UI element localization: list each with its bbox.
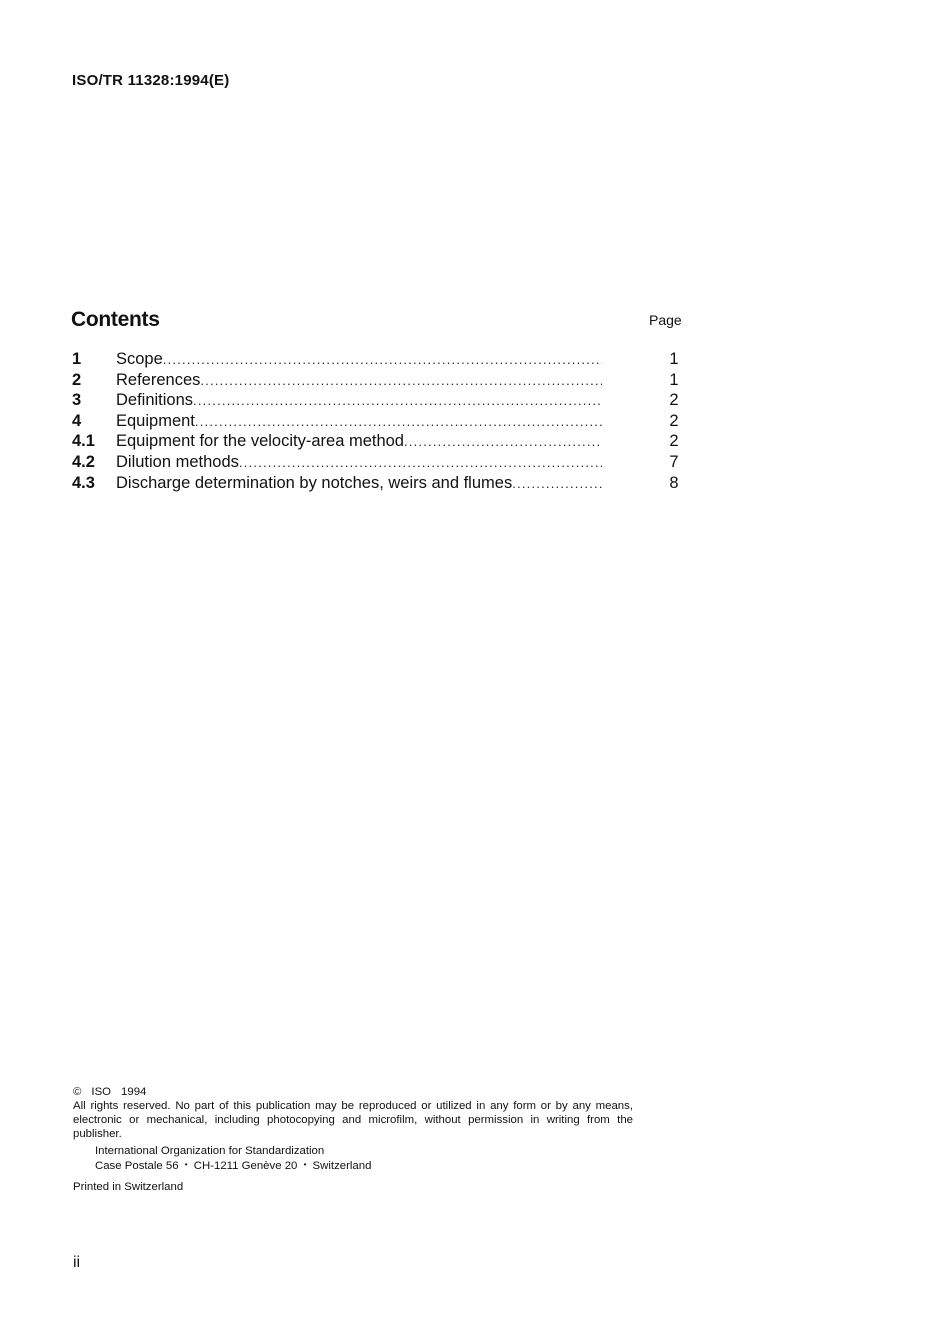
toc-entry-title: Scope [116, 350, 163, 368]
dot-leader [193, 391, 602, 412]
bullet-separator: • [184, 1160, 188, 1169]
address-country: Switzerland [312, 1160, 372, 1172]
table-of-contents [72, 349, 692, 493]
toc-entry[interactable] [72, 431, 692, 452]
toc-entry-page: 2 [669, 432, 679, 451]
toc-entry-number: 3 [72, 391, 82, 410]
toc-entry-page: 2 [669, 411, 679, 430]
dot-leader [239, 453, 602, 474]
address-city: CH-1211 Genève 20 [193, 1160, 298, 1172]
copyright-notice [73, 1085, 633, 1194]
toc-entry-title: Dilution methods [116, 452, 239, 471]
document-id: ISO/TR 11328:1994(E) [72, 72, 230, 89]
toc-entry-number: 4.1 [72, 432, 95, 451]
toc-entry-number: 4.2 [72, 452, 95, 471]
toc-entry-number: 1 [72, 350, 82, 368]
toc-entry-page: 7 [669, 452, 679, 471]
toc-entry-title: Discharge determination by notches, weirs and flumes [116, 473, 513, 492]
toc-entry-title: References [116, 370, 201, 389]
dot-leader [163, 350, 602, 371]
toc-entry-page: 2 [669, 391, 679, 410]
toc-entry-number: 4.3 [72, 473, 95, 492]
toc-entry-title: Definitions [116, 391, 194, 410]
copyright-year: 1994 [121, 1086, 147, 1098]
rights-statement: All rights reserved. No part of this publication may be reproduced or utilized in any form or by any means, electronic or mechanical, including photocopying and microfilm, without permission in writing from the publisher. [73, 1100, 633, 1140]
dot-leader [200, 371, 602, 392]
toc-entry[interactable] [72, 473, 692, 494]
toc-entry-page: 1 [669, 370, 679, 389]
toc-entry[interactable] [72, 411, 692, 432]
toc-entry-page: 1 [669, 350, 679, 368]
toc-entry-title: Equipment [116, 411, 195, 430]
toc-entry[interactable] [72, 452, 692, 473]
page-number: ii [73, 1254, 81, 1271]
toc-entry[interactable] [72, 370, 692, 391]
toc-entry-page: 8 [669, 473, 679, 492]
copyright-org: ISO [91, 1086, 112, 1098]
address-postbox: Case Postale 56 [95, 1160, 179, 1172]
contents-heading: Contents [71, 308, 160, 331]
toc-entry[interactable] [72, 349, 692, 370]
toc-entry-title: Equipment for the velocity-area method [116, 432, 404, 451]
organization-name: International Organization for Standardization [95, 1145, 325, 1157]
copyright-symbol: © [73, 1086, 82, 1098]
dot-leader [512, 474, 602, 495]
toc-entry[interactable] [72, 390, 692, 411]
printed-in: Printed in Switzerland [73, 1181, 184, 1193]
dot-leader [195, 412, 602, 433]
toc-entry-number: 2 [72, 370, 82, 389]
page-column-label: Page [649, 312, 682, 328]
organization-address [95, 1158, 633, 1173]
dot-leader [404, 432, 602, 453]
bullet-separator: • [303, 1160, 307, 1169]
toc-entry-number: 4 [72, 411, 82, 430]
